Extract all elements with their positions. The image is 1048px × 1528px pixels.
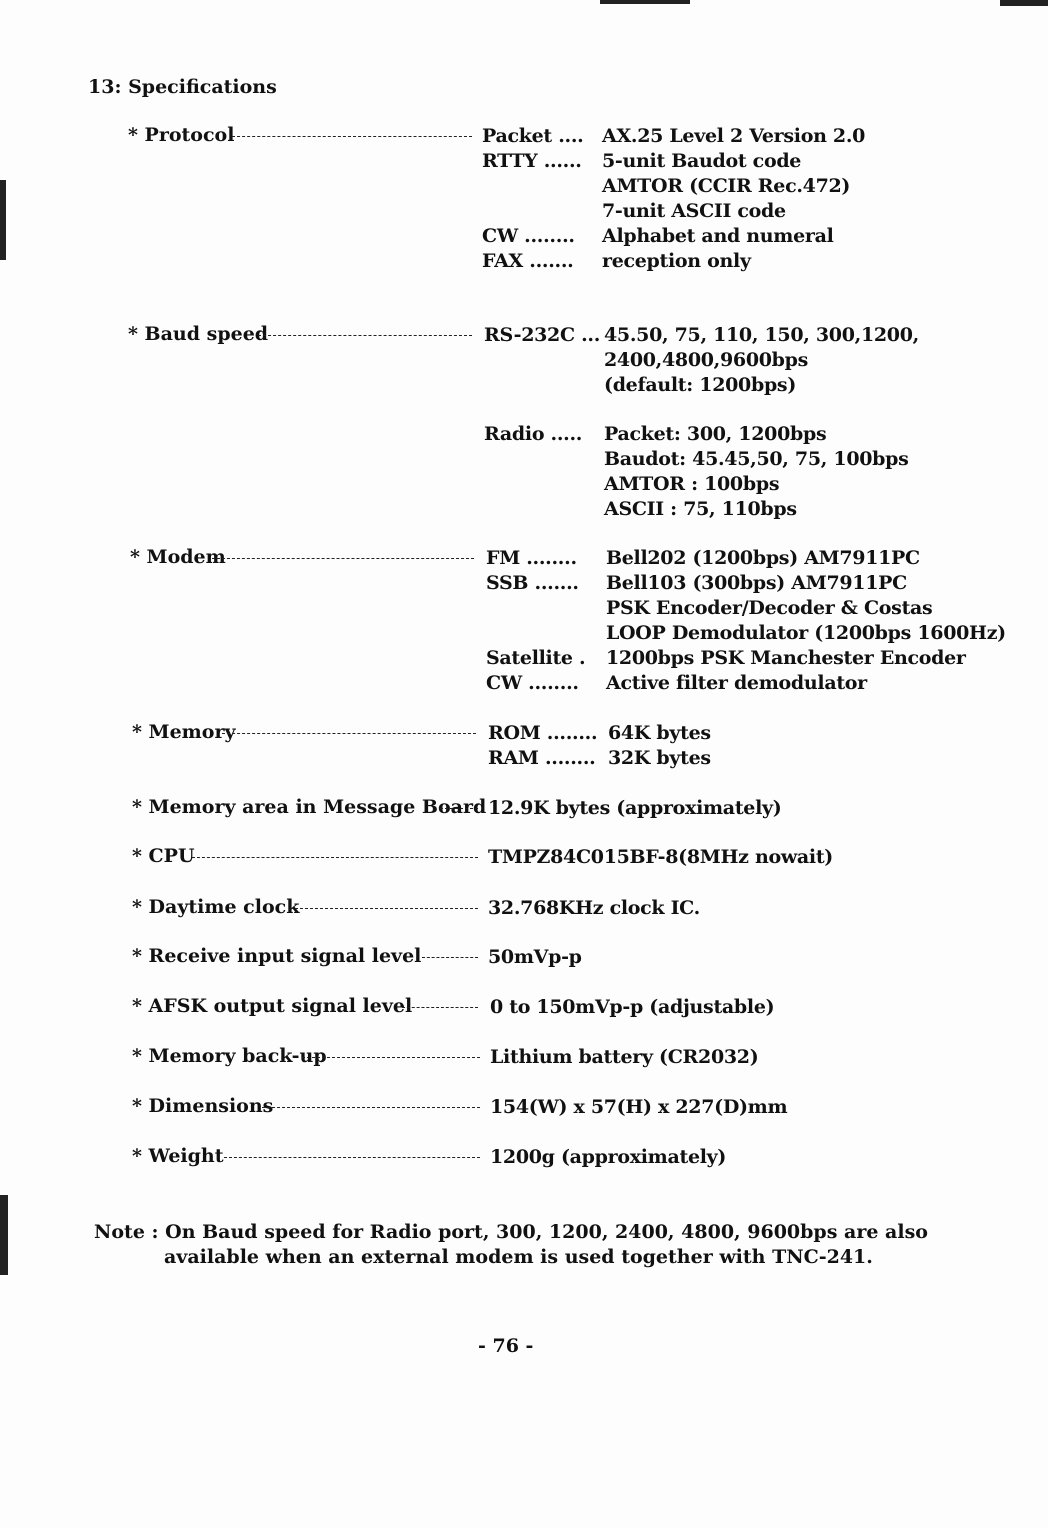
spec-key: RS-232C ... [484, 324, 601, 346]
spec-label-baud-speed: * Baud speed [128, 323, 269, 345]
spec-value: 154(W) x 57(H) x 227(D)mm [490, 1096, 788, 1118]
spec-value: Active filter demodulator [606, 672, 867, 694]
spec-label-afsk-level: * AFSK output signal level [132, 995, 413, 1017]
leader-line [192, 857, 478, 858]
spec-value: TMPZ84C015BF-8(8MHz nowait) [488, 846, 833, 868]
spec-key: Satellite . [486, 647, 586, 669]
spec-value: 2400,4800,9600bps [604, 349, 809, 371]
spec-value: AMTOR : 100bps [604, 473, 780, 495]
spec-value: 12.9K bytes (approximately) [488, 797, 782, 819]
spec-value: 1200g (approximately) [490, 1146, 727, 1168]
spec-key: SSB ....... [486, 572, 579, 594]
spec-value: LOOP Demodulator (1200bps 1600Hz) [606, 622, 1006, 644]
spec-label-memory: * Memory [132, 721, 236, 743]
spec-value: 32.768KHz clock IC. [488, 897, 700, 919]
spec-value: 0 to 150mVp-p (adjustable) [490, 996, 775, 1018]
spec-key: FAX ....... [482, 250, 574, 272]
leader-line [302, 1057, 480, 1058]
spec-label-cpu: * CPU [132, 845, 195, 867]
spec-value: Bell202 (1200bps) AM7911PC [606, 547, 920, 569]
spec-value: 1200bps PSK Manchester Encoder [606, 647, 966, 669]
scan-mark-corner [1000, 0, 1048, 6]
leader-line [222, 733, 476, 734]
spec-key: FM ........ [486, 547, 577, 569]
note [94, 1220, 928, 1270]
leader-line [224, 1157, 480, 1158]
spec-label-modem: * Modem [130, 546, 226, 568]
page-number: - 76 - [478, 1335, 534, 1357]
leader-line [290, 908, 478, 909]
spec-value: Packet: 300, 1200bps [604, 423, 827, 445]
leader-line [212, 558, 474, 559]
spec-value: 5-unit Baudot code [602, 150, 802, 172]
leader-line [402, 1007, 478, 1008]
spec-value: 7-unit ASCII code [602, 200, 786, 222]
leader-line [232, 136, 472, 137]
spec-key: RAM ........ [488, 747, 596, 769]
spec-label-message-board: * Memory area in Message Board [132, 796, 487, 818]
spec-value: 32K bytes [608, 747, 711, 769]
spec-value: ASCII : 75, 110bps [604, 498, 797, 520]
spec-value: Baudot: 45.45,50, 75, 100bps [604, 448, 909, 470]
spec-key: Radio ..... [484, 423, 583, 445]
scan-mark-left-bottom [0, 1195, 8, 1275]
spec-value: Alphabet and numeral [602, 225, 834, 247]
scan-mark-left [0, 180, 6, 260]
spec-key: ROM ........ [488, 722, 598, 744]
spec-key: CW ........ [486, 672, 579, 694]
leader-line [422, 957, 478, 958]
spec-key: RTTY ...... [482, 150, 582, 172]
spec-value: AMTOR (CCIR Rec.472) [602, 175, 851, 197]
spec-value: Bell103 (300bps) AM7911PC [606, 572, 907, 594]
spec-label-weight: * Weight [132, 1145, 224, 1167]
spec-label-receive-level: * Receive input signal level [132, 945, 422, 967]
leader-line [258, 335, 472, 336]
leader-line [440, 808, 478, 809]
spec-label-protocol: * Protocol [128, 124, 235, 146]
leader-line [262, 1107, 480, 1108]
spec-value: AX.25 Level 2 Version 2.0 [602, 125, 866, 147]
spec-value: 64K bytes [608, 722, 711, 744]
spec-value: PSK Encoder/Decoder & Costas [606, 597, 933, 619]
section-heading: 13: Specifications [88, 76, 277, 98]
note-line-1: Note : On Baud speed for Radio port, 300, 1200, 2400, 4800, 9600bps are also [94, 1221, 928, 1243]
spec-value: (default: 1200bps) [604, 374, 797, 396]
note-line-2: available when an external modem is used together with TNC-241. [164, 1246, 873, 1268]
spec-value: 50mVp-p [488, 946, 582, 968]
spec-label-dimensions: * Dimensions [132, 1095, 274, 1117]
spec-value: reception only [602, 250, 751, 272]
spec-label-memory-backup: * Memory back-up [132, 1045, 327, 1067]
scan-mark-top [600, 0, 690, 4]
spec-key: Packet .... [482, 125, 584, 147]
spec-value: 45.50, 75, 110, 150, 300,1200, [604, 324, 919, 346]
spec-label-daytime-clock: * Daytime clock [132, 896, 300, 918]
spec-value: Lithium battery (CR2032) [490, 1046, 759, 1068]
spec-key: CW ........ [482, 225, 575, 247]
